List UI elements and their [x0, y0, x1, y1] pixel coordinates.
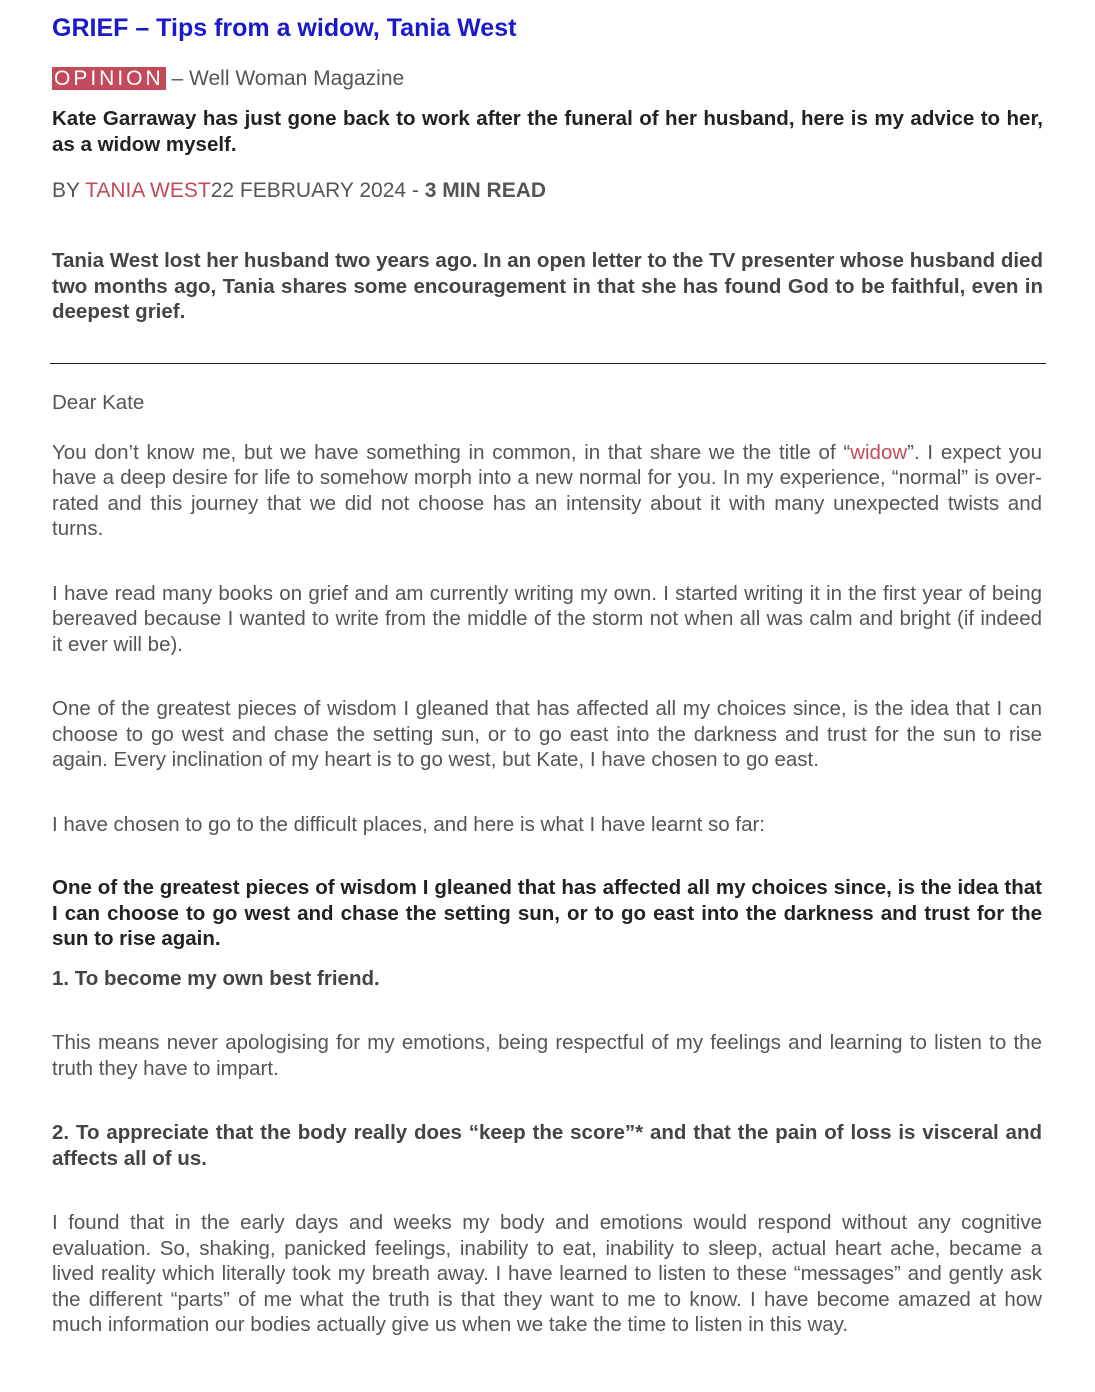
paragraph-1-start: You don’t know me, but we have something in common, in that share we the title of “: [52, 440, 851, 464]
section-divider: [50, 363, 1046, 364]
pull-quote: One of the greatest pieces of wisdom I gleaned that has affected all my choices since, is the idea that I can choose to go west and chase the setting sun, or to go east into the darkness and trust for the sun to rise again.: [52, 876, 1042, 950]
paragraph-2: I have read many books on grief and am currently writing my own. I started writing it in the first year of being bereaved because I wanted to write from the middle of the storm not when all was calm and bright (if indeed it ever will be).: [52, 581, 1042, 656]
tip-1-body: This means never apologising for my emotions, being respectful of my feelings and learning to listen to the truth they have to impart.: [52, 1031, 1042, 1080]
category-tag-opinion[interactable]: OPINION: [54, 67, 164, 90]
article-intro: Tania West lost her husband two years ago. In an open letter to the TV presenter whose husband died two months ago, Tania shares some encouragement in that she has found God to be faithful, even in deepest grief.: [52, 249, 1043, 323]
author-link[interactable]: TANIA WEST: [85, 179, 211, 202]
tip-2-heading: 2. To appreciate that the body really does “keep the score”* and that the pain of loss is visceral and affects all of us.: [52, 1121, 1042, 1170]
paragraph-4: I have chosen to go to the difficult places, and here is what I have learnt so far:: [52, 812, 765, 836]
tip-1-heading: 1. To become my own best friend.: [52, 966, 380, 990]
tip-2-body: I found that in the early days and weeks my body and emotions would respond without any cognitive evaluation. So, shaking, panicked feelings, inability to eat, inability to sleep, actual heart ache, became a lived reality which literally took my breath away. I have learned to listen to these “messages” and gently ask the different “parts” of me what the truth is that they want to me to know. I have become amazed at how much information our bodies actually give us when we take the time to listen in this way.: [52, 1211, 1042, 1336]
article-title: GRIEF – Tips from a widow, Tania West: [52, 14, 517, 42]
widow-link[interactable]: widow: [850, 440, 908, 464]
byline: [52, 178, 1043, 204]
paragraph-1-end: ”. I expect you have a deep desire for life to somehow morph into a new normal for you. In my experience, “normal” is over-rated and this journey that we did not choose has an intensity about it with many unexpected twists and turns.: [52, 440, 1042, 540]
article-standfirst: Kate Garraway has just gone back to work after the funeral of her husband, here is my advice to her, as a widow myself.: [52, 107, 1043, 156]
letter-body: [52, 390, 1042, 1338]
paragraph-1: [52, 440, 1042, 542]
letter-salutation: Dear Kate: [52, 391, 145, 414]
publish-date: 22 FEBRUARY 2024 -: [210, 179, 425, 202]
category-line: [52, 66, 1043, 92]
byline-prefix: BY: [52, 179, 86, 202]
paragraph-3: One of the greatest pieces of wisdom I gleaned that has affected all my choices since, is the idea that I can choose to go west and chase the setting sun, or to go east into the darkness and trust for the sun to rise again. Every inclination of my heart is to go west, but Kate, I have chosen to go east.: [52, 697, 1042, 771]
read-time: 3 MIN READ: [424, 179, 547, 202]
publication-name: – Well Woman Magazine: [165, 67, 405, 90]
